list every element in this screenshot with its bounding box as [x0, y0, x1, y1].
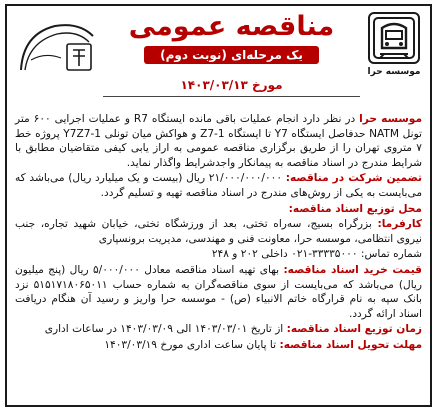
- page-title: مناقصه عمومی: [128, 11, 335, 42]
- emblem-icon: [15, 14, 99, 74]
- header-divider: [103, 96, 360, 97]
- paragraph-price: [15, 263, 422, 321]
- price-lead: قیمت خرید اسناد مناقصه:: [283, 263, 422, 276]
- subtitle-badge: یک مرحله‌ای (نوبت دوم): [144, 46, 319, 64]
- paragraph-deadline: [15, 338, 422, 353]
- deadline-lead: مهلت تحویل اسناد مناقصه:: [279, 338, 422, 351]
- intro-text: در نظر دارد انجام عملیات باقی مانده ایستگاه R7 و عملیات اجرایی ۶۰۰ متر تونل NATM حدفاصل ایستگاه Y7 تا ایستگاه Z7-1 و هواکش میان تونلی Y7Z7-1 پروژه خط ۷ متروی تهران را از طریق برگزاری مناقصه عمومی به اراز یابی کیفی متقاضیان مطابق با شرایط مندرج در اسناد مناقصه به پیمانکار واجدشرایط واگذار نماید.: [15, 113, 422, 169]
- distribution-time-text: از تاریخ ۱۴۰۳/۰۳/۰۱ الی ۱۴۰۳/۰۳/۰۹ در ساعات اداری: [44, 323, 287, 336]
- paragraph-intro: [15, 112, 422, 170]
- tender-advertisement: [5, 4, 432, 407]
- hara-logo: [366, 12, 422, 77]
- date-value: ۱۴۰۳/۰۳/۱۳: [180, 78, 248, 92]
- ad-header: [7, 6, 430, 110]
- paragraph-distribution-heading: [15, 202, 422, 217]
- intro-lead: موسسه حرا: [359, 113, 423, 125]
- guarantee-text: ۲۱/۰۰۰/۰۰۰/۰۰۰ ریال (بیست و یک میلیارد ریال) می‌باشد که می‌بایست به یکی از روش‌های مندرج در اسناد مناقصه تهیه و تسلیم گردد.: [15, 172, 422, 199]
- title-block: [103, 10, 360, 64]
- distribution-heading: محل توزیع اسناد مناقصه:: [288, 202, 422, 215]
- paragraph-guarantee: [15, 171, 422, 200]
- employer-address: بزرگراه بسیج، سه‌راه تختی، بعد از ورزشگاه تختی، خیابان شهید تجاره، جنب نیروی انتظامی، موسسه حرا، معاونت فنی و مهندسی، مدیریت برونسپاری: [15, 218, 422, 245]
- date-label: مورخ: [252, 78, 283, 92]
- paragraph-distribution-time: [15, 322, 422, 337]
- paragraph-employer: [15, 217, 422, 246]
- ad-body: [15, 112, 422, 354]
- company-name: موسسه حرا: [367, 67, 421, 77]
- date-line: [103, 78, 360, 92]
- employer-lead: کارفرما:: [377, 218, 422, 231]
- distribution-time-lead: زمان توزیع اسناد مناقصه:: [286, 323, 422, 336]
- deadline-text: تا پایان ساعت اداری مورخ ۱۴۰۳/۰۳/۱۹: [104, 338, 280, 351]
- paragraph-phone: [15, 247, 422, 262]
- price-text: بهای تهیه اسناد مناقصه معادل ۵/۰۰۰/۰۰۰ ریال (پنج میلیون ریال) می‌باشد که می‌بایست از سوی مناقصه‌گران به شماره حساب ۵۱۵۱۷۱۸۰۶۵۰۱۱ نزد بانک سپه به نام قرارگاه خاتم الانبیاء (ص) - موسسه حرا واریز و رسید آن هنگام دریافت اسناد ارائه گردد.: [15, 263, 422, 320]
- metro-train-icon: [368, 12, 420, 64]
- guarantee-lead: تضمین شرکت در مناقصه:: [285, 172, 422, 185]
- phone-text: شماره تماس: ۳۳۳۳۵۰۰۰-۰۲۱ داخلی ۲۰۲ و ۲۴۸: [211, 248, 422, 261]
